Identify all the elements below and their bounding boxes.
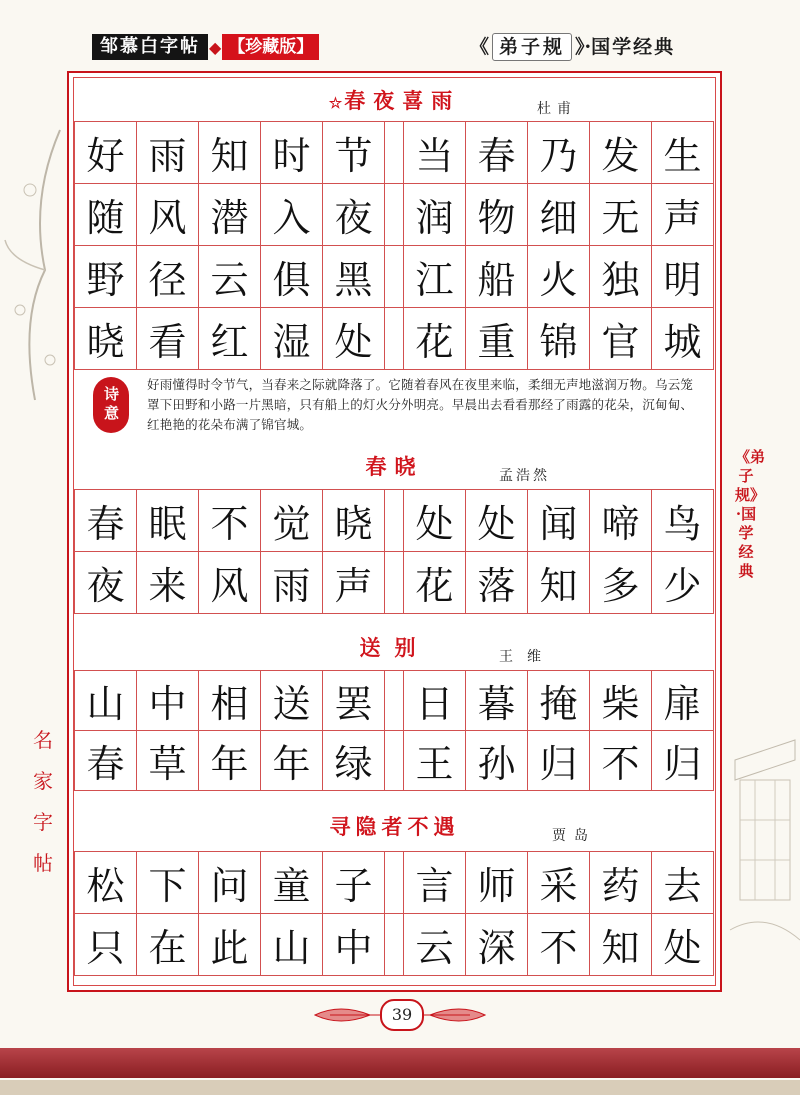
grid-row	[75, 731, 714, 791]
grid-character: 物	[466, 184, 528, 246]
grid-row	[75, 671, 714, 731]
grid-character: 只	[75, 914, 137, 976]
grid-row	[75, 552, 714, 614]
grid-character: 觉	[261, 490, 323, 552]
edition-label: 【珍藏版】	[222, 34, 319, 60]
grid-character: 少	[652, 552, 714, 614]
grid-character: 孙	[466, 731, 528, 791]
grid-character: 风	[137, 184, 199, 246]
grid-gap	[385, 852, 404, 914]
grid-row	[75, 852, 714, 914]
grid-character: 发	[590, 122, 652, 184]
grid-character: 春	[75, 731, 137, 791]
grid-character: 掩	[528, 671, 590, 731]
meaning-label: 诗意	[102, 386, 120, 424]
grid-character: 中	[137, 671, 199, 731]
grid-character: 年	[199, 731, 261, 791]
grid-character: 眠	[137, 490, 199, 552]
grid-character: 师	[466, 852, 528, 914]
grid-character: 知	[199, 122, 261, 184]
grid-character: 明	[652, 246, 714, 308]
grid-character: 船	[466, 246, 528, 308]
character-grid	[74, 121, 714, 370]
grid-character: 扉	[652, 671, 714, 731]
grid-character: 独	[590, 246, 652, 308]
grid-gap	[385, 308, 404, 370]
grid-character: 深	[466, 914, 528, 976]
meaning-seal	[93, 377, 129, 433]
grid-character: 问	[199, 852, 261, 914]
series-header	[92, 34, 319, 60]
page-number: 39	[380, 999, 424, 1031]
grid-character: 年	[261, 731, 323, 791]
grid-character: 山	[75, 671, 137, 731]
grid-character: 山	[261, 914, 323, 976]
grid-character: 送	[261, 671, 323, 731]
grid-character: 当	[404, 122, 466, 184]
grid-row	[75, 122, 714, 184]
book-header	[470, 34, 675, 60]
pavilion-decoration	[725, 700, 800, 1000]
grid-row	[75, 184, 714, 246]
grid-row	[75, 490, 714, 552]
poem-title: 春晓	[365, 454, 424, 479]
grid-gap	[385, 490, 404, 552]
grid-gap	[385, 671, 404, 731]
grid-character: 红	[199, 308, 261, 370]
page-number-ornament	[310, 993, 490, 1035]
grid-character: 花	[404, 308, 466, 370]
meaning-text: 好雨懂得时令节气，当春来之际就降落了。它随着春风在夜里来临，柔细无声地滋润万物。乌云笼罩下田野和小路一片黑暗，只有船上的灯火分外明亮。早晨出去看看那经了雨露的花朵，沉甸甸、红艳艳的花朵布满了锦官城。	[147, 377, 694, 432]
grid-character: 好	[75, 122, 137, 184]
poem-author: 孟浩然	[499, 468, 550, 484]
grid-character: 相	[199, 671, 261, 731]
grid-character: 夜	[75, 552, 137, 614]
grid-character: 日	[404, 671, 466, 731]
grid-character: 江	[404, 246, 466, 308]
grid-character: 声	[323, 552, 385, 614]
grid-character: 无	[590, 184, 652, 246]
grid-character: 中	[323, 914, 385, 976]
grid-character: 细	[528, 184, 590, 246]
grid-character: 闻	[528, 490, 590, 552]
grid-gap	[385, 246, 404, 308]
grid-character: 夜	[323, 184, 385, 246]
grid-character: 官	[590, 308, 652, 370]
grid-character: 润	[404, 184, 466, 246]
grid-character: 雨	[261, 552, 323, 614]
grid-character: 晓	[75, 308, 137, 370]
grid-character: 采	[528, 852, 590, 914]
bottom-border-band	[0, 1048, 800, 1078]
grid-character: 多	[590, 552, 652, 614]
character-grid	[74, 851, 714, 976]
grid-character: 不	[528, 914, 590, 976]
grid-character: 暮	[466, 671, 528, 731]
bottom-edge	[0, 1080, 800, 1095]
book-title: 弟子规	[492, 33, 572, 61]
side-copybook-label: 名家字帖	[33, 728, 53, 875]
grid-character: 绿	[323, 731, 385, 791]
grid-character: 在	[137, 914, 199, 976]
grid-character: 药	[590, 852, 652, 914]
grid-character: 看	[137, 308, 199, 370]
grid-character: 生	[652, 122, 714, 184]
grid-character: 声	[652, 184, 714, 246]
grid-character: 下	[137, 852, 199, 914]
grid-character: 径	[137, 246, 199, 308]
grid-character: 草	[137, 731, 199, 791]
poem-meaning	[75, 371, 714, 441]
series-title: 邹慕白字帖	[92, 34, 208, 60]
grid-character: 童	[261, 852, 323, 914]
grid-character: 罢	[323, 671, 385, 731]
grid-character: 柴	[590, 671, 652, 731]
grid-character: 城	[652, 308, 714, 370]
grid-character: 处	[652, 914, 714, 976]
grid-character: 不	[199, 490, 261, 552]
grid-gap	[385, 184, 404, 246]
grid-character: 知	[590, 914, 652, 976]
grid-character: 落	[466, 552, 528, 614]
diamond-icon: ◆	[209, 37, 222, 57]
grid-gap	[385, 552, 404, 614]
grid-character: 松	[75, 852, 137, 914]
grid-character: 归	[528, 731, 590, 791]
grid-character: 黑	[323, 246, 385, 308]
grid-character: 锦	[528, 308, 590, 370]
left-quote-mark: 《	[470, 36, 490, 58]
grid-character: 火	[528, 246, 590, 308]
grid-row	[75, 308, 714, 370]
grid-character: 言	[404, 852, 466, 914]
grid-character: 处	[323, 308, 385, 370]
star-icon: ☆	[328, 94, 345, 112]
right-quote-mark: 》·	[575, 36, 592, 58]
poem-author: 杜甫	[537, 101, 577, 117]
grid-character: 云	[404, 914, 466, 976]
grid-gap	[385, 731, 404, 791]
grid-character: 子	[323, 852, 385, 914]
grid-gap	[385, 122, 404, 184]
poem-title: 寻隐者不遇	[329, 814, 460, 839]
grid-row	[75, 914, 714, 976]
grid-character: 随	[75, 184, 137, 246]
grid-character: 时	[261, 122, 323, 184]
plum-branch-decoration	[0, 120, 70, 420]
grid-character: 晓	[323, 490, 385, 552]
grid-character: 王	[404, 731, 466, 791]
copybook-frame	[67, 71, 722, 992]
grid-character: 风	[199, 552, 261, 614]
grid-character: 归	[652, 731, 714, 791]
grid-character: 云	[199, 246, 261, 308]
grid-character: 不	[590, 731, 652, 791]
grid-character: 乃	[528, 122, 590, 184]
grid-row	[75, 246, 714, 308]
poem-title: ☆春夜喜雨	[328, 88, 461, 113]
grid-character: 湿	[261, 308, 323, 370]
grid-character: 入	[261, 184, 323, 246]
character-grid	[74, 670, 714, 791]
grid-character: 处	[466, 490, 528, 552]
grid-character: 来	[137, 552, 199, 614]
grid-character: 鸟	[652, 490, 714, 552]
poem-author: 王维	[499, 649, 555, 665]
grid-character: 去	[652, 852, 714, 914]
grid-gap	[385, 914, 404, 976]
grid-character: 花	[404, 552, 466, 614]
grid-character: 春	[466, 122, 528, 184]
poem-title: 送别	[359, 635, 430, 660]
grid-character: 潜	[199, 184, 261, 246]
grid-character: 野	[75, 246, 137, 308]
grid-character: 春	[75, 490, 137, 552]
grid-character: 啼	[590, 490, 652, 552]
grid-character: 此	[199, 914, 261, 976]
book-subtitle: 国学经典	[591, 36, 676, 58]
grid-character: 重	[466, 308, 528, 370]
grid-character: 俱	[261, 246, 323, 308]
side-book-label: 《弟子规》·国学经典	[735, 448, 766, 580]
grid-character: 知	[528, 552, 590, 614]
grid-character: 节	[323, 122, 385, 184]
character-grid	[74, 489, 714, 614]
grid-character: 处	[404, 490, 466, 552]
poem-author: 贾岛	[552, 828, 596, 844]
grid-character: 雨	[137, 122, 199, 184]
